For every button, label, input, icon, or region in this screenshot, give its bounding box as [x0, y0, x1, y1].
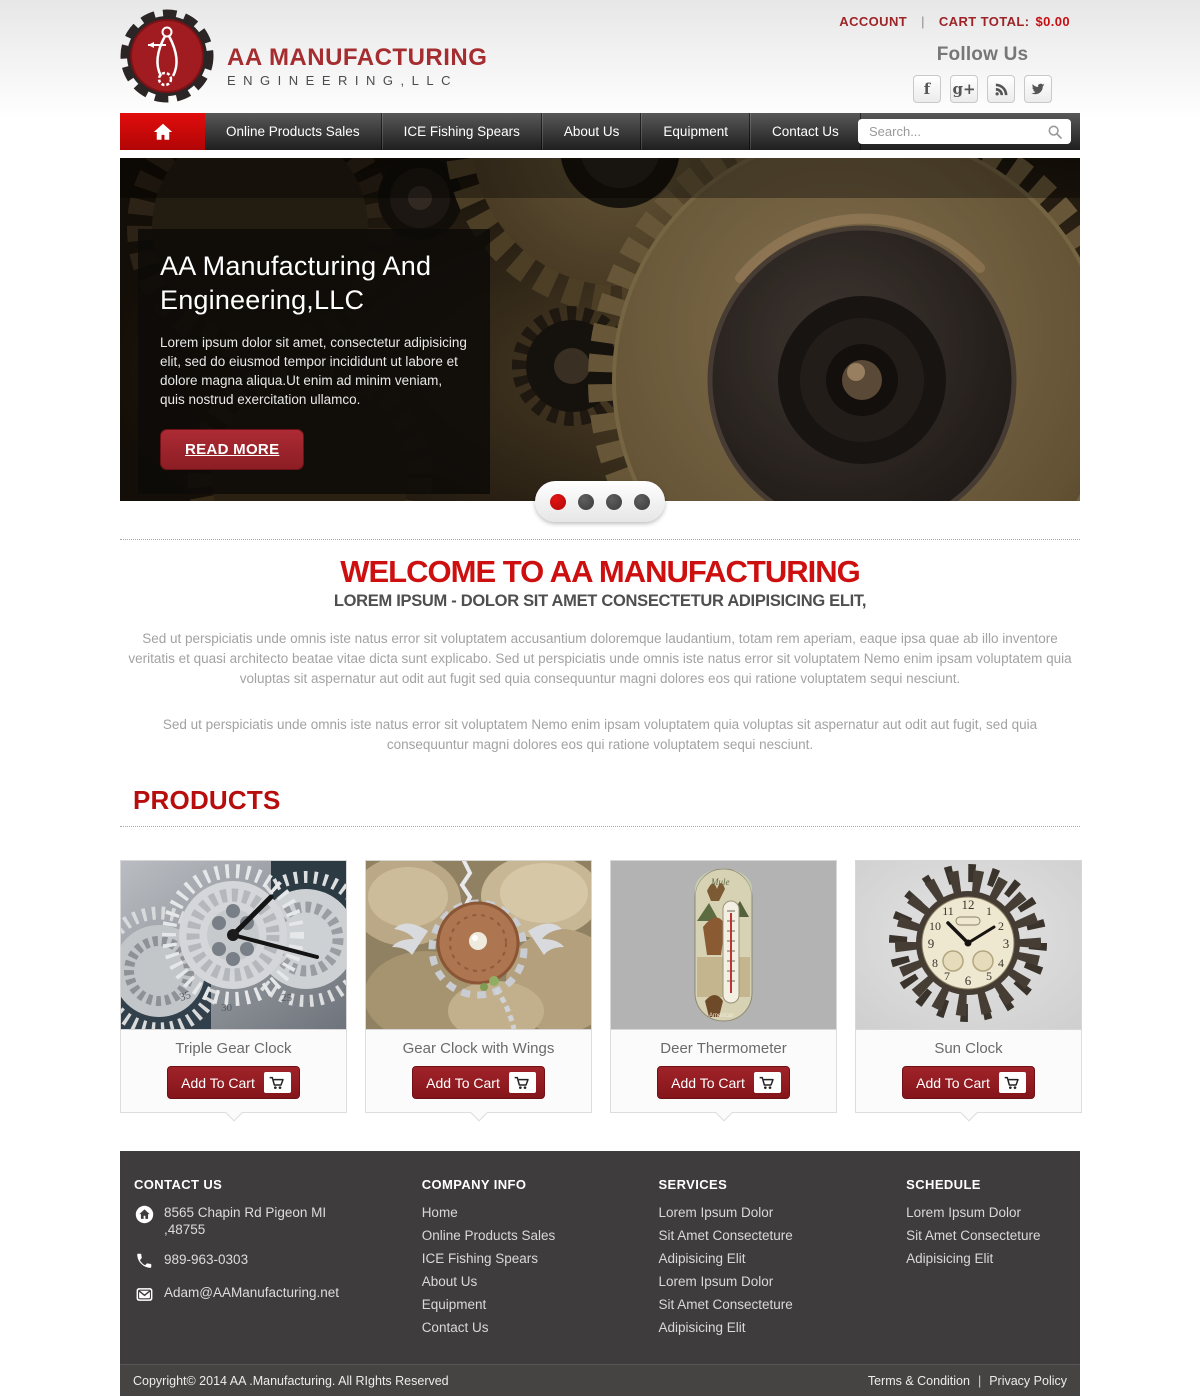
logo-gear-icon	[120, 9, 215, 104]
footer-service-link[interactable]: Lorem Ipsum Dolor	[658, 1205, 774, 1220]
svg-text:4: 4	[998, 956, 1004, 970]
cart-icon	[999, 1072, 1026, 1093]
account-cart-bar	[839, 14, 1070, 29]
footer-service-link[interactable]: Sit Amet Consecteture	[658, 1297, 793, 1312]
product-info	[120, 1030, 347, 1113]
brand-text	[227, 44, 487, 88]
svg-text:1: 1	[986, 904, 992, 918]
card-notch	[960, 1105, 977, 1122]
add-to-cart-button[interactable]	[657, 1066, 790, 1099]
svg-text:American: American	[709, 1013, 735, 1019]
copyright-text: Copyright© 2014 AA .Manufacturing. All RIghts Reserved	[133, 1373, 449, 1388]
add-to-cart-label: Add To Cart	[426, 1074, 500, 1091]
footer-service-link[interactable]: Adipisicing Elit	[658, 1320, 746, 1335]
product-grid	[120, 860, 1080, 1113]
footer-service-link[interactable]: Lorem Ipsum Dolor	[658, 1274, 774, 1289]
nav-menu	[205, 113, 861, 150]
footer-link-contact-us[interactable]: Contact Us	[421, 1320, 489, 1335]
svg-text:25: 25	[281, 992, 292, 1004]
follow-us-label: Follow Us	[936, 44, 1029, 65]
product-info	[610, 1030, 837, 1113]
product-info	[365, 1030, 592, 1113]
welcome-paragraph-1: Sed ut perspiciatis unde omnis iste natus error sit voluptatem accusantium doloremque laudantium, totam rem aperiam, eaque ipsa quae ab illo inventore veritatis et quasi architecto beatae vitae dicta sunt explicabo. Sed ut perspiciatis unde omnis iste natus error sit voluptatem Nemo enim ipsam voluptatem quia voluptas sit aspernatur aut odit aut fugit sed quia consequuntur magni dolores eos qui ratione voluptatem sequi nesciunt.	[128, 631, 1072, 686]
card-notch	[470, 1105, 487, 1122]
cart-total-value[interactable]: $0.00	[1035, 14, 1070, 29]
product-name: Deer Thermometer	[660, 1040, 787, 1057]
footer-schedule-heading: SCHEDULE	[906, 1177, 981, 1192]
terms-link[interactable]: Terms & Condition	[867, 1373, 970, 1388]
search-icon[interactable]	[1047, 124, 1063, 140]
footer-phone[interactable]: 989-963-0303	[164, 1252, 249, 1267]
product-card-sun-clock	[855, 860, 1082, 1113]
add-to-cart-button[interactable]	[167, 1066, 300, 1099]
products-header	[120, 785, 1080, 827]
hero-title	[160, 249, 468, 317]
brand-tagline: ENGINEERING,LLC	[227, 72, 458, 88]
card-notch	[715, 1105, 732, 1122]
add-to-cart-button[interactable]	[412, 1066, 545, 1099]
svg-text:7: 7	[944, 969, 950, 983]
welcome-paragraph-2: Sed ut perspiciatis unde omnis iste natus error sit voluptatem Nemo enim ipsam voluptatem quia voluptas sit aspernatur aut odit aut fugit, sed quia consequuntur magni dolores eos qui ratione voluptatem sequi nesciunt.	[162, 717, 1038, 752]
svg-text:Mule: Mule	[711, 877, 730, 887]
cart-total-label: CART TOTAL:	[938, 14, 1030, 29]
address-line2: ,48755	[164, 1222, 206, 1237]
footer-link-home[interactable]: Home	[421, 1205, 458, 1220]
privacy-link[interactable]: Privacy Policy	[989, 1373, 1067, 1388]
rss-glyph	[994, 82, 1009, 97]
svg-text:11: 11	[942, 904, 954, 918]
svg-text:8: 8	[932, 956, 938, 970]
product-info	[855, 1030, 1082, 1113]
footer-schedule-link[interactable]: Adipisicing Elit	[906, 1251, 994, 1266]
address-home-icon	[134, 1204, 154, 1224]
address-line1: 8565 Chapin Rd Pigeon MI	[164, 1205, 327, 1220]
product-name: Gear Clock with Wings	[402, 1040, 555, 1057]
twitter-icon[interactable]	[1024, 75, 1052, 103]
hero-description: Lorem ipsum dolor sit amet, consectetur adipisicing elit, sed do eiusmod tempor incididunt ut labore et dolore magna aliqua.Ut enim ad minim veniam, quis nostrud exercitation ullamco.	[160, 335, 467, 407]
bottom-bar	[120, 1364, 1080, 1396]
footer-link-about-us[interactable]: About Us	[421, 1274, 478, 1289]
add-to-cart-label: Add To Cart	[181, 1074, 255, 1091]
hero-title-line1: AA Manufacturing And	[160, 251, 432, 281]
card-notch	[225, 1105, 242, 1122]
read-more-button[interactable]: READ MORE	[160, 429, 304, 470]
svg-text:3: 3	[1002, 936, 1010, 951]
product-card-gear-clock-with-wings	[365, 860, 592, 1113]
brand-name: AA MANUFACTURING	[227, 43, 488, 71]
slider-dot-4[interactable]	[634, 494, 650, 510]
add-to-cart-label: Add To Cart	[916, 1074, 990, 1091]
facebook-glyph: f	[923, 80, 931, 98]
welcome-section	[120, 539, 1080, 755]
footer-email[interactable]: Adam@AAManufacturing.net	[164, 1285, 340, 1300]
footer-service-link[interactable]: Sit Amet Consecteture	[658, 1228, 793, 1243]
logo[interactable]	[120, 9, 487, 104]
rss-icon[interactable]	[987, 75, 1015, 103]
footer-contact-heading: CONTACT US	[134, 1177, 223, 1192]
phone-icon	[134, 1251, 154, 1271]
footer-schedule-column	[906, 1177, 1066, 1342]
footer-contact-column	[134, 1177, 422, 1342]
footer-link-ice-fishing-spears[interactable]: ICE Fishing Spears	[421, 1251, 538, 1266]
hero-title-line2: Engineering,LLC	[160, 285, 365, 315]
cart-icon	[754, 1072, 781, 1093]
svg-text:9: 9	[927, 936, 935, 951]
slider-dot-2[interactable]	[578, 494, 594, 510]
hero-caption	[138, 229, 490, 494]
product-name: Triple Gear Clock	[175, 1040, 292, 1057]
nav-item-equipment[interactable]: Equipment	[641, 113, 750, 150]
follow-us-block	[913, 44, 1052, 103]
footer-email-row	[134, 1284, 422, 1304]
footer-services-heading: SERVICES	[658, 1177, 728, 1192]
product-name: Sun Clock	[934, 1040, 1003, 1057]
product-image-sun-clock[interactable]	[855, 860, 1082, 1030]
google-plus-glyph: g+	[952, 80, 976, 98]
footer-services-column	[658, 1177, 906, 1342]
product-image-deer-thermometer[interactable]	[610, 860, 837, 1030]
svg-text:2: 2	[998, 919, 1004, 933]
search-input[interactable]	[858, 119, 1071, 144]
svg-text:12: 12	[961, 897, 975, 912]
footer-service-link[interactable]: Adipisicing Elit	[658, 1251, 746, 1266]
footer-address-row	[134, 1204, 422, 1238]
welcome-title: WELCOME TO AA MANUFACTURING	[340, 554, 860, 589]
cart-icon	[264, 1072, 291, 1093]
home-nav-button[interactable]	[120, 113, 205, 150]
product-card-deer-thermometer	[610, 860, 837, 1113]
svg-text:10: 10	[929, 919, 941, 933]
footer-company-column	[422, 1177, 659, 1342]
site-header	[120, 0, 1080, 113]
svg-text:6: 6	[964, 973, 972, 988]
product-card-triple-gear-clock	[120, 860, 347, 1113]
facebook-icon[interactable]	[913, 75, 941, 103]
twitter-glyph	[1030, 81, 1046, 97]
legal-separator: |	[977, 1373, 982, 1388]
account-link[interactable]: ACCOUNT	[839, 14, 908, 29]
home-icon	[152, 121, 174, 143]
add-to-cart-button[interactable]	[902, 1066, 1035, 1099]
add-to-cart-label: Add To Cart	[671, 1074, 745, 1091]
welcome-subtitle: LOREM IPSUM - DOLOR SIT AMET CONSECTETUR ADIPISICING ELIT,	[333, 592, 867, 610]
mail-icon	[134, 1284, 154, 1304]
hero-slider	[120, 158, 1080, 501]
product-image-triple-gear-clock[interactable]	[120, 860, 347, 1030]
products-heading: PRODUCTS	[133, 785, 281, 815]
product-image-gear-clock-with-wings[interactable]	[365, 860, 592, 1030]
nav-item-about-us[interactable]: About Us	[542, 113, 642, 150]
svg-text:5: 5	[986, 969, 992, 983]
footer-phone-row	[134, 1251, 422, 1271]
footer-link-online-products-sales[interactable]: Online Products Sales	[421, 1228, 556, 1243]
slider-pagination	[535, 481, 665, 522]
nav-item-ice-fishing-spears[interactable]: ICE Fishing Spears	[382, 113, 542, 150]
google-plus-icon[interactable]	[950, 75, 978, 103]
footer-address	[164, 1204, 326, 1238]
svg-text:35: 35	[178, 989, 193, 1004]
slider-dot-1[interactable]	[550, 494, 566, 510]
cart-icon	[509, 1072, 536, 1093]
footer-link-equipment[interactable]: Equipment	[421, 1297, 487, 1312]
footer-company-heading: COMPANY INFO	[421, 1177, 527, 1192]
slider-dot-3[interactable]	[606, 494, 622, 510]
footer-schedule-link[interactable]: Sit Amet Consecteture	[906, 1228, 1041, 1243]
search-box	[858, 119, 1071, 144]
footer-schedule-link[interactable]: Lorem Ipsum Dolor	[906, 1205, 1021, 1220]
topbar-separator: |	[921, 14, 925, 29]
footer	[120, 1151, 1080, 1396]
legal-links	[868, 1374, 1067, 1388]
nav-item-contact-us[interactable]: Contact Us	[750, 113, 861, 150]
svg-text:30: 30	[221, 1002, 232, 1014]
nav-item-online-products-sales[interactable]: Online Products Sales	[205, 113, 382, 150]
main-nav	[120, 113, 1080, 150]
